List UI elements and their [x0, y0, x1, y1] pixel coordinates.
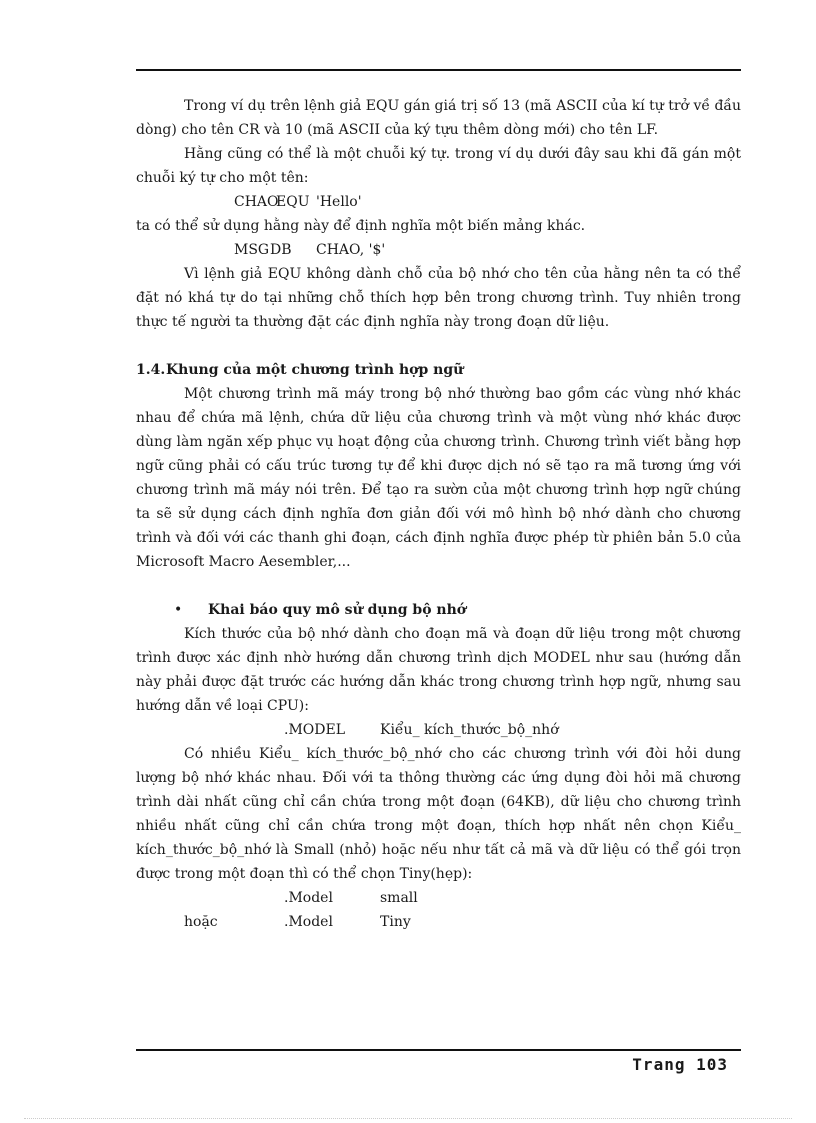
- code-line-model-tiny: [136, 910, 741, 934]
- section-heading: [136, 358, 741, 382]
- bullet-title: Khai báo quy mô sử dụng bộ nhớ: [208, 602, 467, 618]
- paragraph-use-constant: ta có thể sử dụng hằng này để định nghĩa một biến mảng khác.: [136, 218, 586, 234]
- code-op: EQU: [276, 194, 310, 210]
- page-number: Trang 103: [632, 1055, 728, 1074]
- paragraph-equ-placement: Vì lệnh giả EQU không dành chỗ của bộ nhớ cho tên của hằng nên ta có thể đặt nó khá tự do tại những chỗ thích hợp bên trong chương trình. Tuy nhiên trong thực tế người ta thường đặt các định nghĩa này trong đoạn dữ liệu.: [136, 266, 741, 330]
- code-line-chao: [136, 190, 741, 214]
- code-op: DB: [270, 242, 292, 258]
- page-body: [136, 94, 741, 934]
- paragraph-program-frame: Một chương trình mã máy trong bộ nhớ thường bao gồm các vùng nhớ khác nhau để chứa mã lệnh, chứa dữ liệu của chương trình và một vùng nhớ khác được dùng làm ngăn xếp phục vụ hoạt động của chương trình. Chương trình viết bằng hợp ngữ cũng phải có cấu trúc tương tự để khi được dịch nó sẽ tạo ra mã tương ứng với chương trình mã máy nói trên. Để tạo ra sườn của một chương trình hợp ngữ chúng ta sẽ sử dụng cách định nghĩa đơn giản đối với mô hình bộ nhớ dành cho chương trình và đối với các thanh ghi đoạn, cách định nghĩa được phép từ phiên bản 5.0 của Microsoft Macro Aesembler,...: [136, 386, 741, 570]
- bullet-heading: [174, 598, 741, 622]
- section-title: Khung của một chương trình hợp ngữ: [166, 362, 464, 378]
- paragraph-string-constant: Hằng cũng có thể là một chuỗi ký tự. trong ví dụ dưới đây sau khi đã gán một chuỗi ký tự cho một tên:: [136, 146, 741, 186]
- code-name: MSG: [234, 242, 270, 258]
- code-directive: .Model: [284, 914, 333, 930]
- code-directive: .Model: [284, 890, 333, 906]
- page-edge-divider: [24, 1118, 792, 1119]
- footer-rule: [136, 1049, 741, 1051]
- code-prefix: hoặc: [184, 914, 218, 930]
- header-rule: [136, 69, 741, 71]
- code-arg: Kiểu_ kích_thước_bộ_nhớ: [380, 722, 559, 738]
- code-line-model-small: [136, 886, 741, 910]
- bullet-dot-icon: •: [174, 602, 183, 618]
- code-line-model: [136, 718, 741, 742]
- paragraph-equ-example: Trong ví dụ trên lệnh giả EQU gán giá trị số 13 (mã ASCII của kí tự trở về đầu dòng) cho tên CR và 10 (mã ASCII của ký tựu thêm dòng mới) cho tên LF.: [136, 98, 741, 138]
- code-line-msg: [136, 238, 741, 262]
- paragraph-memory-models: Có nhiều Kiểu_ kích_thước_bộ_nhớ cho các chương trình với đòi hỏi dung lượng bộ nhớ khác nhau. Đối với ta thông thường các ứng dụng đòi hỏi mã chương trình dài nhất cũng chỉ cần chứa trong một đoạn (64KB), dữ liệu cho chương trình nhiều nhất cũng chỉ cần chứa trong một đoạn, thích hợp nhất nên chọn Kiểu_ kích_thước_bộ_nhớ là Small (nhỏ) hoặc nếu như tất cả mã và dữ liệu có thể gói trọn được trong một đoạn thì có thể chọn Tiny(hẹp):: [136, 746, 741, 882]
- code-arg: small: [380, 890, 418, 906]
- code-arg: 'Hello': [316, 194, 362, 210]
- section-number: 1.4.: [136, 362, 166, 378]
- paragraph-model-directive: Kích thước của bộ nhớ dành cho đoạn mã và đoạn dữ liệu trong một chương trình được xác định nhờ hướng dẫn chương trình dịch MODEL như sau (hướng dẫn này phải được đặt trước các hướng dẫn khác trong chương trình hợp ngữ, nhưng sau hướng dẫn về loại CPU):: [136, 626, 741, 714]
- code-arg: Tiny: [380, 914, 411, 930]
- code-arg: CHAO, '$': [316, 242, 386, 258]
- code-directive: .MODEL: [284, 722, 346, 738]
- code-name: CHAO: [234, 194, 279, 210]
